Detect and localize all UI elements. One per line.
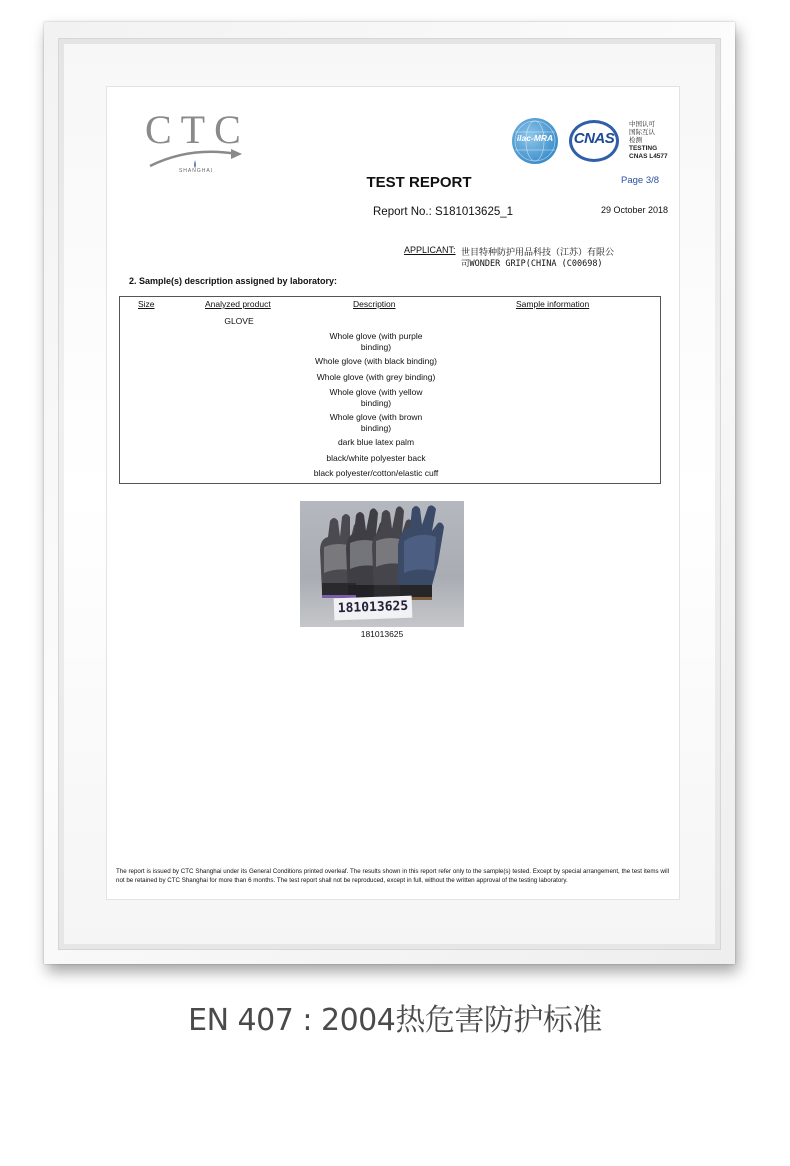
table-cell-description: Whole glove (with brown binding)	[329, 412, 423, 433]
section-title: 2. Sample(s) description assigned by laboratory:	[129, 276, 338, 286]
ilac-mra-logo	[512, 118, 558, 164]
ctc-logo-text: CTC	[145, 107, 250, 152]
table-cell-description: Whole glove (with purple binding)	[329, 331, 423, 352]
cnas-accreditation-text	[629, 121, 679, 161]
applicant-name-line2: 司WONDER GRIP(CHINA (C00698)	[461, 259, 603, 269]
report-number: Report No.: S181013625_1	[373, 206, 514, 218]
table-cell-description: Whole glove (with black binding)	[315, 356, 437, 366]
table-cell-description: Whole glove (with grey binding)	[316, 372, 436, 382]
report-date: 29 October 2018	[601, 205, 669, 215]
applicant-label: APPLICANT:	[404, 245, 456, 255]
table-cell-description: black polyester/cotton/elastic cuff	[313, 468, 439, 478]
cnas-side-line: CNAS L4577	[629, 153, 668, 160]
table-header-size: Size	[138, 299, 155, 309]
table-header-description: Description	[353, 299, 396, 309]
applicant-name-line1: 世目特种防护用品科技（江苏）有限公	[461, 248, 615, 258]
cnas-side-line: 国际互认	[629, 129, 655, 136]
table-header-sample-info: Sample information	[516, 299, 590, 309]
table-cell-description: dark blue latex palm	[337, 437, 415, 447]
sample-tag: 181013625	[334, 596, 413, 621]
cnas-logo	[564, 118, 624, 164]
table-cell-description: Whole glove (with yellow binding)	[329, 387, 423, 408]
table-cell-description: black/white polyester back	[326, 453, 426, 463]
cnas-side-line: 中国认可	[629, 121, 655, 128]
cnas-side-line: TESTING	[629, 145, 658, 152]
cnas-side-line: 检测	[629, 137, 642, 144]
certificate-caption: EN 407 : 2004热危害防护标准	[188, 1003, 602, 1038]
ctc-logo	[145, 107, 250, 180]
sample-photo	[300, 501, 464, 627]
report-disclaimer: The report is issued by CTC Shanghai under its General Conditions printed overleaf. The results shown in this report refer only to the sample(s) tested. Except by special arrangement, the test items will not be retained by CTC Shanghai for more than 6 months. The test report shall not be reproduced, except in full, without the written approval of the testing laboratory.	[116, 868, 669, 884]
table-header-product: Analyzed product	[205, 299, 271, 309]
ilac-label: ilac-MRA	[516, 133, 554, 143]
page-number: Page 3/8	[621, 175, 660, 186]
photo-caption: 181013625	[360, 629, 404, 639]
cnas-label: CNAS	[573, 130, 615, 147]
ctc-city-label: SHANGHAI	[178, 168, 214, 174]
report-title: TEST REPORT	[366, 174, 472, 191]
table-cell-product: GLOVE	[224, 316, 254, 326]
